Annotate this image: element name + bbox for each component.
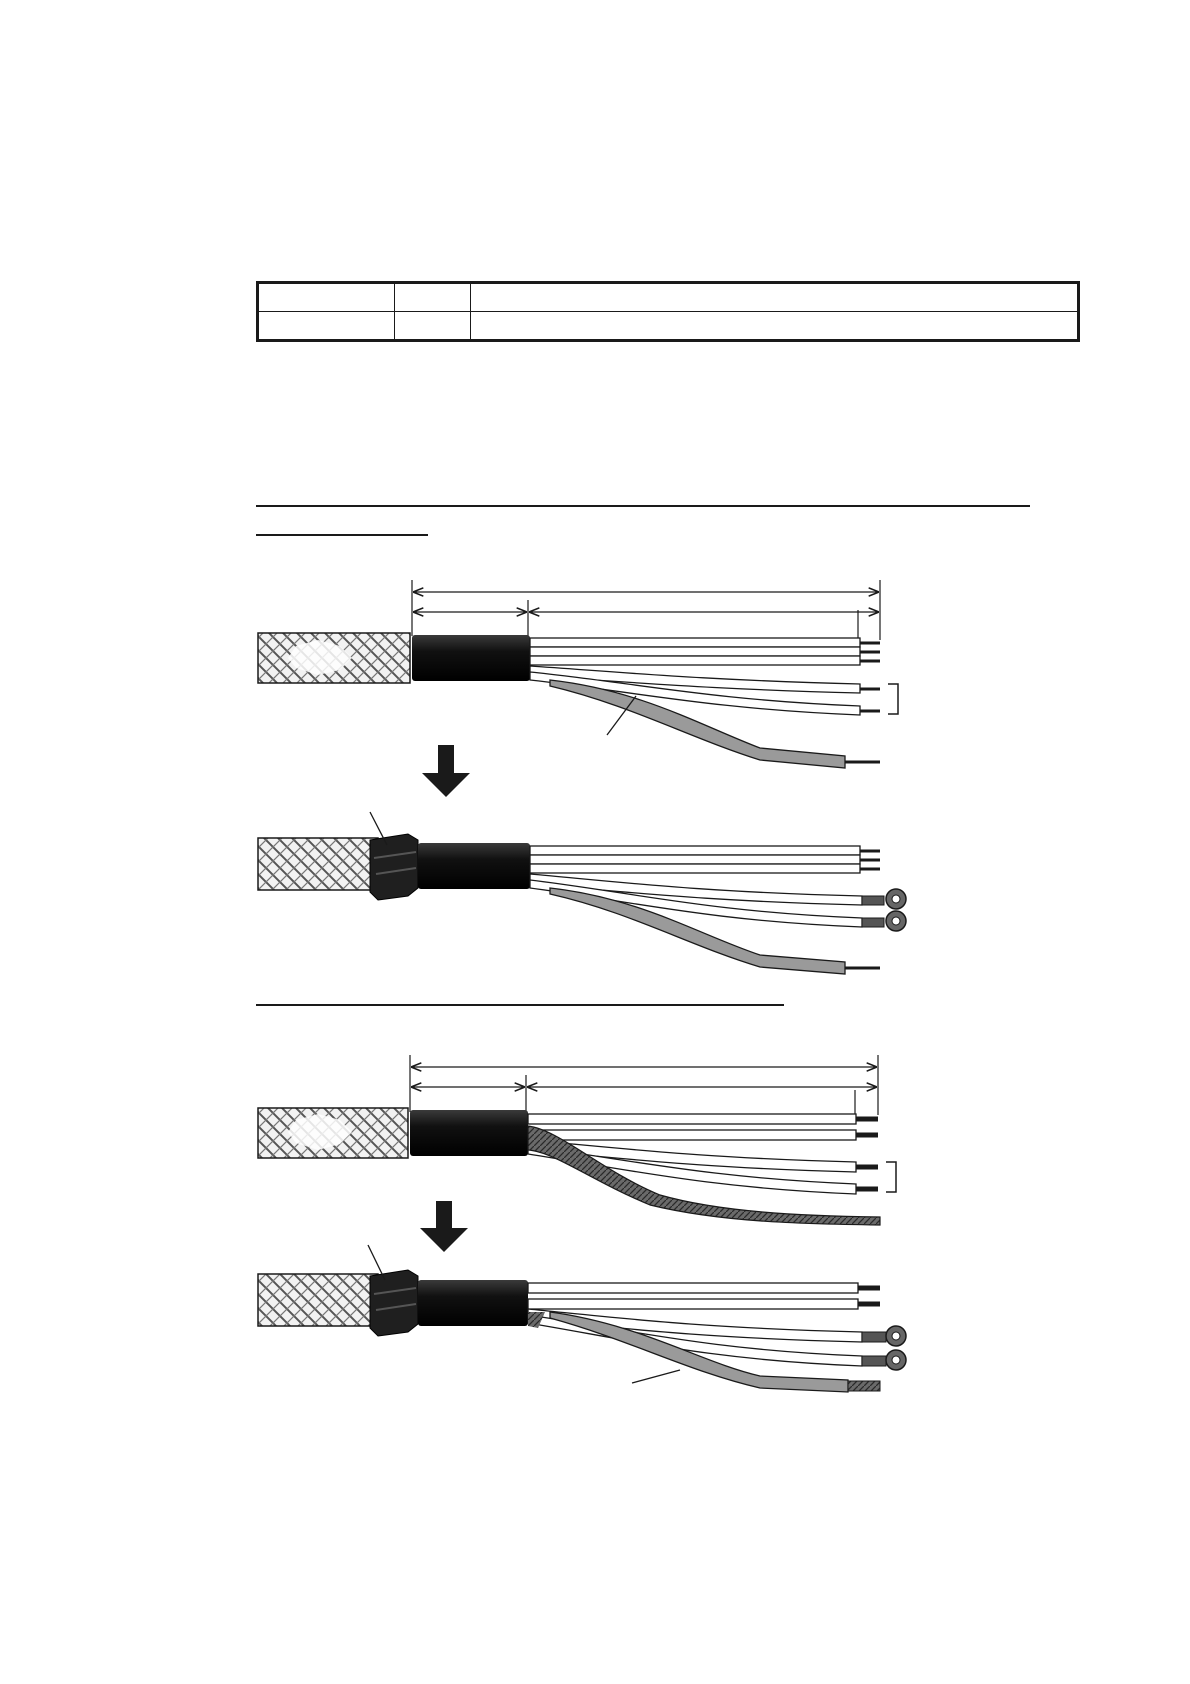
- cable-sheath: [410, 1110, 528, 1156]
- bracket-icon: [888, 684, 898, 714]
- braided-shield: [258, 1274, 378, 1326]
- cable-sheath: [412, 635, 530, 681]
- core-wires: [530, 638, 860, 715]
- braided-shield: [258, 633, 410, 683]
- cable-figure-a-step-1: [258, 580, 898, 768]
- ring-terminal-icon: [862, 889, 906, 909]
- cable-figure-a-step-2: [258, 812, 906, 974]
- cable-figure-b-step-2: [258, 1245, 906, 1392]
- down-arrow-icon: [422, 745, 470, 797]
- cable-sheath: [418, 1280, 528, 1326]
- ring-terminal-icon: [862, 911, 906, 931]
- ring-terminal-icon: [862, 1326, 906, 1346]
- drain-wire-end: [848, 1381, 880, 1391]
- dimension-arrow-icon: [410, 1055, 878, 1118]
- cable-figure-b-step-1: [258, 1055, 896, 1225]
- cable-sheath: [418, 843, 530, 889]
- conductor-ends: [856, 1119, 878, 1189]
- braided-shield: [258, 1108, 408, 1158]
- down-arrow-icon: [420, 1201, 468, 1252]
- ring-terminal-icon: [862, 1350, 906, 1370]
- dimension-arrow-icon: [412, 580, 880, 642]
- braided-shield: [258, 838, 378, 890]
- vinyl-tape: [370, 1270, 418, 1336]
- conductor-ends: [858, 1288, 880, 1304]
- core-wires: [530, 846, 862, 927]
- vinyl-tape: [370, 834, 418, 900]
- leader-line: [632, 1370, 680, 1383]
- bracket-icon: [886, 1162, 896, 1192]
